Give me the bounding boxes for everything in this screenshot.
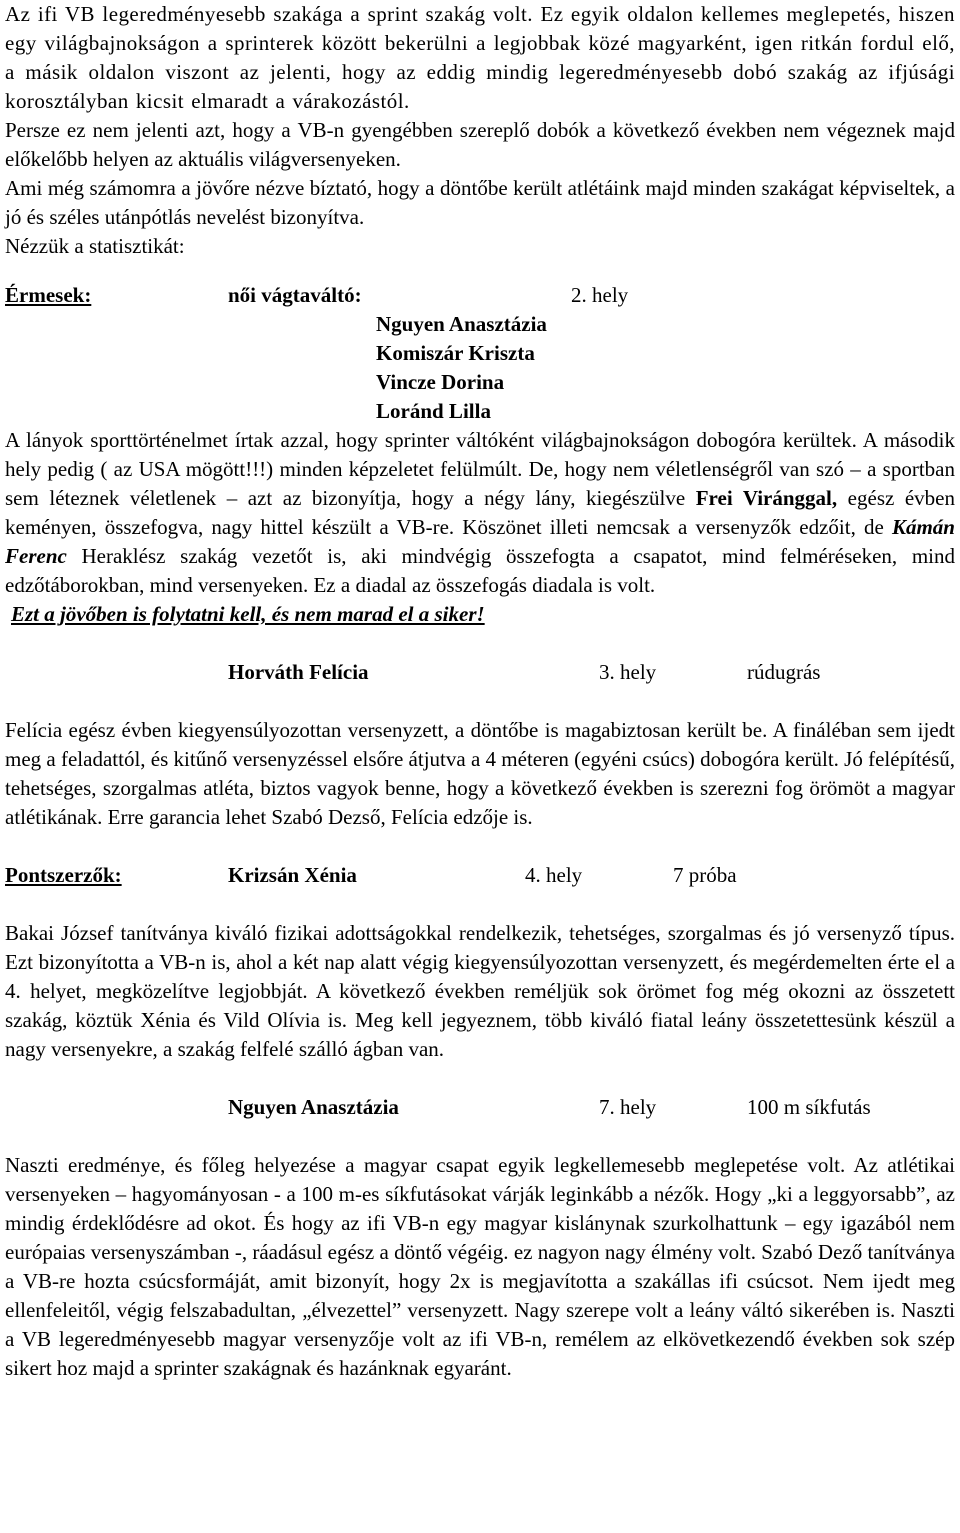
relay-event: női vágtaváltó:: [228, 283, 362, 307]
medalists-heading: Érmesek:: [5, 283, 92, 307]
relay-place: 2. hely: [571, 283, 629, 307]
relay-text-bold: Frei Viránggal,: [695, 486, 838, 510]
relay-text-a: A lányok sporttörténelmet írtak azzal, hogy sprinter váltóként világbajnokságon dobogóra kerültek. A második hely pedig ( az USA mögött!!!) minden képzeletet felülmúlt. De, hogy nem véletlenségről van szó – a sportban sem léteznek véletlenek – azt az bizonyítja, hogy a négy lány, kiegészülve: [5, 428, 955, 510]
relay-team-names: [5, 310, 955, 426]
relay-member-4: Loránd Lilla: [376, 399, 491, 423]
krizsan-paragraph: Bakai József tanítványa kiváló fizikai adottságokkal rendelkezik, tehetséges, szorgalmas és jó versenyző típus. Ezt bizonyította a VB-n is, ahol a két nap alatt végig kiegyensúlyozottan versenyzett, és megérdemelten érte el a 4. helyet, megközelítve legjobbját. A következő években reméljük sok örömet fog még okozni az összetett szakág, köztük Xénia és Vild Olívia is. Meg kell jegyeznem, több kiváló fiatal leány összetettesünk készül a nagy versenyekre, a szakág felfelé szálló ágban van.: [5, 921, 955, 1061]
spacer: [5, 1122, 955, 1151]
horvath-name: Horváth Felícia: [228, 660, 369, 684]
nguyen-name: Nguyen Anasztázia: [228, 1095, 399, 1119]
nguyen-paragraph: Naszti eredménye, és főleg helyezése a magyar csapat egyik legkellemesebb meglepetése volt. Az atlétikai versenyeken – hagyományosan - a 100 m-es síkfutásokat várják leginkább a nézők. Hogy „ki a leggyorsabb”, az mindig érdeklődésre ad okot. És hogy az ifi VB-n egy magyar kislánynak szurkolhattunk – egy igazából nem európaias versenyszámban -, ráadásul egész a döntő végéig. ez nagyon nagy élmény volt. Szabó Dező tanítványa a VB-re hozta csúcsformáját, amit bizonyít, hogy 2x is megjavította a szakállas ifi csúcsot. Nem ijedt meg ellenfeleitől, végig felszabadultan, „élvezettel” versenyzett. Nagy szerepe volt a leány váltó sikerében is. Naszti a VB legeredményesebb magyar versenyzője volt az ifi VB-n, remélem az elkövetkezendő években sok szép sikert hoz majd a sprinter szakágnak és hazánknak egyaránt.: [5, 1153, 955, 1380]
spacer: [5, 832, 955, 861]
nguyen-event: 100 m síkfutás: [747, 1095, 871, 1119]
krizsan-place: 4. hely: [525, 863, 583, 887]
nguyen-place: 7. hely: [599, 1095, 657, 1119]
krizsan-event: 7 próba: [673, 863, 737, 887]
nguyen-header-row: [5, 1093, 955, 1122]
intro-paragraph-3: Ami még számomra a jövőre nézve bíztató, hogy a döntőbe került atlétáink majd minden szakágat képviseltek, a jó és széles utánpótlás nevelést bizonyítva.: [5, 176, 955, 229]
spacer: [5, 261, 955, 281]
horvath-event: rúdugrás: [747, 660, 821, 684]
horvath-paragraph: Felícia egész évben kiegyensúlyozottan versenyzett, a döntőbe is magabiztosan került be. A fináléban sem ijedt meg a feladattól, és kitűnő versenyzéssel elsőre átjutva a 4 méteren (egyéni csúcs) dobogóra került. Jó felépítésű, tehetséges, szorgalmas atléta, biztos vagyok benne, hogy a következő években is szerezni fog örömöt a magyar atlétikának. Erre garancia lehet Szabó Dezső, Felícia edzője is.: [5, 718, 955, 829]
relay-paragraph: [5, 426, 955, 600]
relay-text-c: Heraklész szakág vezetőt is, aki mindvégig összefogta a csapatot, mind felméréseken, mind edzőtáborokban, mind versenyeken. Ez a diadal az összefogás diadala is volt.: [5, 544, 955, 597]
document-page: [5, 0, 955, 1383]
relay-member-2: Komiszár Kriszta: [376, 341, 535, 365]
coach-name: Kámán Ferenc: [5, 515, 955, 568]
relay-member-3: Vincze Dorina: [376, 370, 505, 394]
spacer: [5, 890, 955, 919]
relay-text-b: egész évben keményen, összefogva, nagy hittel készült a VB-re. Köszönet illeti nemcsak a versenyzők edzőit, de: [5, 486, 956, 539]
horvath-place: 3. hely: [599, 660, 657, 684]
intro-paragraph-2: Persze ez nem jelenti azt, hogy a VB-n gyengébben szereplő dobók a következő években nem végeznek majd előkelőbb helyen az aktuális világversenyeken.: [5, 118, 955, 171]
pointscorers-heading: Pontszerzők:: [5, 863, 122, 887]
intro-paragraph-4: Nézzük a statisztikát:: [5, 234, 185, 258]
krizsan-header-row: [5, 861, 955, 890]
horvath-header-row: [5, 658, 955, 687]
relay-slogan: Ezt a jövőben is folytatni kell, és nem marad el a siker!: [11, 602, 485, 626]
medalists-header-row: [5, 281, 955, 310]
relay-slogan-line: [5, 600, 955, 629]
intro-paragraph-1: Az ifi VB legeredményesebb szakága a sprint szakág volt. Ez egyik oldalon kellemes meglepetés, hiszen egy világbajnokságon a sprinterek között bekerülni a legjobbak közé magyarként, igen ritkán fordul elő, a másik oldalon viszont az jelenti, hogy az eddig mindig legeredményesebb dobó szakág az ifjúsági korosztályban kicsit elmaradt a várakozástól.: [5, 2, 955, 113]
krizsan-name: Krizsán Xénia: [228, 863, 357, 887]
spacer: [5, 629, 955, 658]
spacer: [5, 1064, 955, 1093]
spacer: [5, 687, 955, 716]
relay-member-1: Nguyen Anasztázia: [376, 312, 547, 336]
